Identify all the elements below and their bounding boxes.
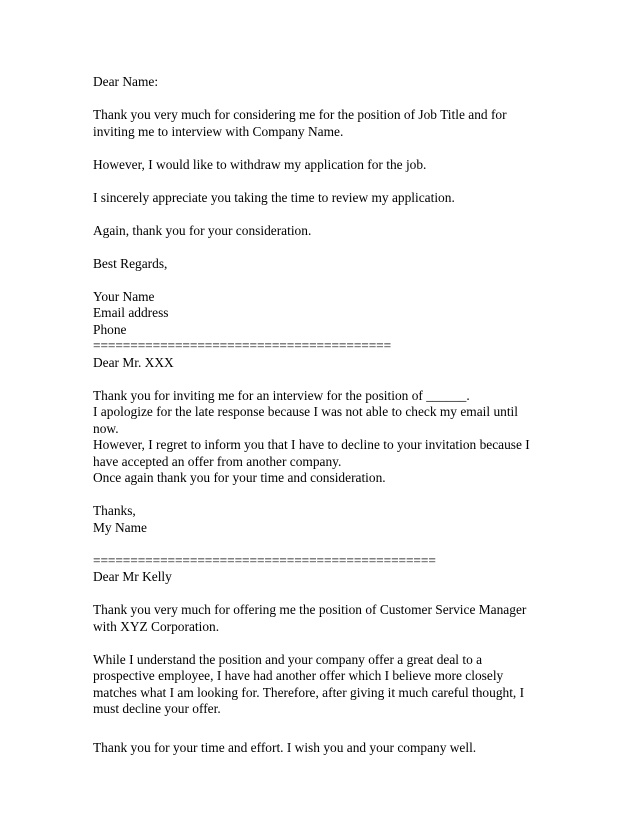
letter1-signature-phone: Phone xyxy=(93,321,127,337)
letter3-paragraph-2-line-1: While I understand the position and your company offer a great deal to a xyxy=(93,651,483,667)
letter3-paragraph-2-line-3: matches what I am looking for. Therefore, after giving it much careful thought, I xyxy=(93,684,525,700)
letter1-paragraph-1-line-1: Thank you very much for considering me for the position of Job Title and for xyxy=(93,107,507,122)
letter3-salutation: Dear Mr Kelly xyxy=(93,569,172,584)
letter2-line-5: have accepted an offer from another company. xyxy=(93,453,342,469)
letter3-paragraph-1-line-2: with XYZ Corporation. xyxy=(93,618,220,634)
letter1-signature-name: Your Name xyxy=(93,288,155,304)
letter-document xyxy=(93,74,613,756)
letter2-line-3: now. xyxy=(93,420,119,436)
letter1-closing: Best Regards, xyxy=(93,255,168,271)
letter3-paragraph-2-line-2: prospective employee, I have had another offer which I believe more closely xyxy=(93,668,504,683)
letter2-line-6: Once again thank you for your time and consideration. xyxy=(93,470,386,485)
letter1-paragraph-1-line-2: inviting me to interview with Company Name. xyxy=(93,123,344,139)
letter3-paragraph-3: Thank you for your time and effort. I wish you and your company well. xyxy=(93,739,477,755)
letter2-salutation: Dear Mr. XXX xyxy=(93,354,174,370)
letter2-line-1: Thank you for inviting me for an interview for the position of ______. xyxy=(93,387,470,403)
letter2-line-4: However, I regret to inform you that I have to decline to your invitation because I xyxy=(93,437,530,452)
separator-line-2: ============================================== xyxy=(93,552,436,568)
letter1-paragraph-3: I sincerely appreciate you taking the time to review my application. xyxy=(93,189,455,205)
separator-line-1: ======================================== xyxy=(93,338,392,353)
letter3-paragraph-2-line-4: must decline your offer. xyxy=(93,701,221,716)
letter1-paragraph-4: Again, thank you for your consideration. xyxy=(93,222,312,238)
letter2-line-2: I apologize for the late response because I was not able to check my email until xyxy=(93,404,518,419)
letter1-paragraph-2: However, I would like to withdraw my application for the job. xyxy=(93,156,427,172)
letter2-signature-name: My Name xyxy=(93,519,147,535)
letter3-paragraph-1-line-1: Thank you very much for offering me the position of Customer Service Manager xyxy=(93,602,527,617)
letter2-closing: Thanks, xyxy=(93,503,136,518)
letter1-signature-email: Email address xyxy=(93,305,169,320)
letter1-salutation: Dear Name: xyxy=(93,74,159,89)
